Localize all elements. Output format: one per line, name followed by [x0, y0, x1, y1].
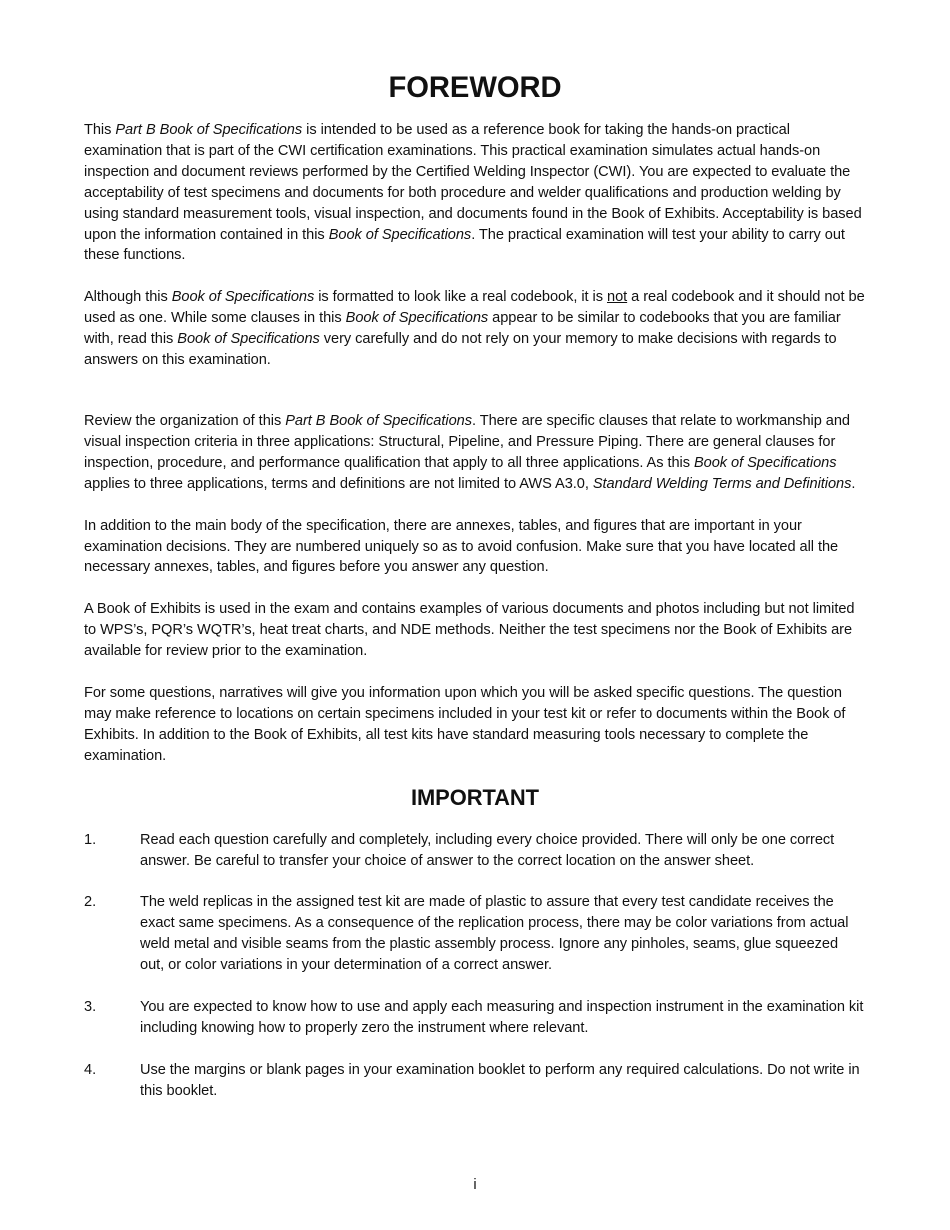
- important-list: [84, 830, 866, 1102]
- text-run: .: [851, 475, 856, 492]
- foreword-paragraph-4: In addition to the main body of the specification, there are annexes, tables, and figures that are important in your examination decisions. They are numbered uniquely so as to avoid confusion. Make sure that you have located all the necessary annexes, tables, and figures before you answer any question.: [84, 517, 839, 576]
- list-item: [84, 830, 866, 872]
- foreword-paragraph-6: For some questions, narratives will give you information upon which you will be asked specific questions. The question may make reference to locations on certain specimens included in your test kit or refer to documents within the Book of Exhibits. In addition to the Book of Exhibits, all test kits have standard measuring tools necessary to complete the examination.: [84, 685, 846, 764]
- foreword-paragraph-5: A Book of Exhibits is used in the exam and contains examples of various documents and photos including but not limited to WPS’s, PQR’s WQTR’s, heat treat charts, and NDE methods. Neither the test specimens nor the Book of Exhibits are available for review prior to the examination.: [84, 601, 855, 660]
- text-run: Although this: [84, 289, 172, 306]
- italic-run: Book of Specifications: [328, 226, 472, 243]
- italic-run: Book of Specifications: [345, 310, 489, 327]
- italic-run: Book of Specifications: [171, 289, 315, 306]
- list-item-number: 1.: [84, 831, 97, 848]
- text-run: a real codebook and it should not be used as one. While some clauses in this: [84, 289, 865, 327]
- list-item-text: You are expected to know how to use and apply each measuring and inspection instrument in the examination kit including knowing how to properly zero the instrument where relevant.: [140, 999, 864, 1036]
- important-heading: IMPORTANT: [410, 784, 540, 810]
- italic-run: Book of Specifications: [693, 454, 837, 471]
- page-number: i: [473, 1177, 477, 1193]
- list-item-number: 3.: [84, 999, 97, 1016]
- text-run: . The practical examination will test your ability to carry out these functions.: [84, 226, 845, 264]
- text-run: applies to three applications, terms and definitions are not limited to AWS A3.0,: [84, 475, 593, 492]
- foreword-paragraph-2: [84, 287, 866, 371]
- list-item: [84, 997, 866, 1039]
- list-item: [84, 1060, 866, 1102]
- list-item-text: Read each question carefully and completely, including every choice provided. There will only be one correct answer. Be careful to transfer your choice of answer to the correct location on the answer sheet.: [140, 831, 835, 869]
- text-run: is intended to be used as a reference book for taking the hands-on practical examination that is part of the CWI certification examinations. This practical examination simulates actual hands-on inspection and document reviews performed by the Certified Welding Inspector (CWI). You are expected to evaluate the acceptability of test specimens and documents for both procedure and welder qualifications and production welding by using standard measurement tools, visual inspection, and documents found in the Book of Exhibits. Acceptability is based upon the information contained in this: [84, 122, 862, 243]
- italic-run: Book of Specifications: [177, 331, 320, 348]
- text-run: appear to be similar to codebooks that you are familiar with, read this: [84, 310, 841, 348]
- text-run: This: [84, 122, 116, 138]
- list-item-text: Use the margins or blank pages in your examination booklet to perform any required calculations. Do not write in this booklet.: [140, 1061, 860, 1099]
- italic-run: Part B Book of Specifications: [285, 412, 472, 429]
- foreword-paragraph-3: [84, 411, 866, 495]
- underline-run: not: [607, 289, 628, 306]
- text-run: . There are specific clauses that relate to workmanship and visual inspection criteria in three applications: Structural, Pipeline, and Pressure Piping. There are general clauses for inspection, procedure, and performance qualification that apply to all three applications. As this: [84, 412, 850, 471]
- text-run: Review the organization of this: [84, 412, 286, 429]
- italic-run: Standard Welding Terms and Definitions: [592, 475, 852, 492]
- list-item-text: The weld replicas in the assigned test kit are made of plastic to assure that every test candidate receives the exact same specimens. As a consequence of the replication process, there may be color variations from actual weld metal and visible seams from the plastic assembly process. Ignore any pinholes, seams, glue squeezed out, or color variations in your determination of a correct answer.: [140, 894, 849, 974]
- list-item-number: 4.: [84, 1061, 97, 1078]
- list-item-number: 2.: [84, 894, 97, 911]
- foreword-paragraph-1: [84, 120, 866, 266]
- text-run: very carefully and do not rely on your memory to make decisions with regards to answers on this examination.: [84, 331, 837, 369]
- document-page: [84, 72, 866, 1123]
- foreword-heading: FOREWORD: [388, 72, 562, 104]
- list-item: [84, 892, 866, 976]
- text-run: is formatted to look like a real codebook, it is: [314, 289, 607, 306]
- italic-run: Part B Book of Specifications: [115, 122, 303, 138]
